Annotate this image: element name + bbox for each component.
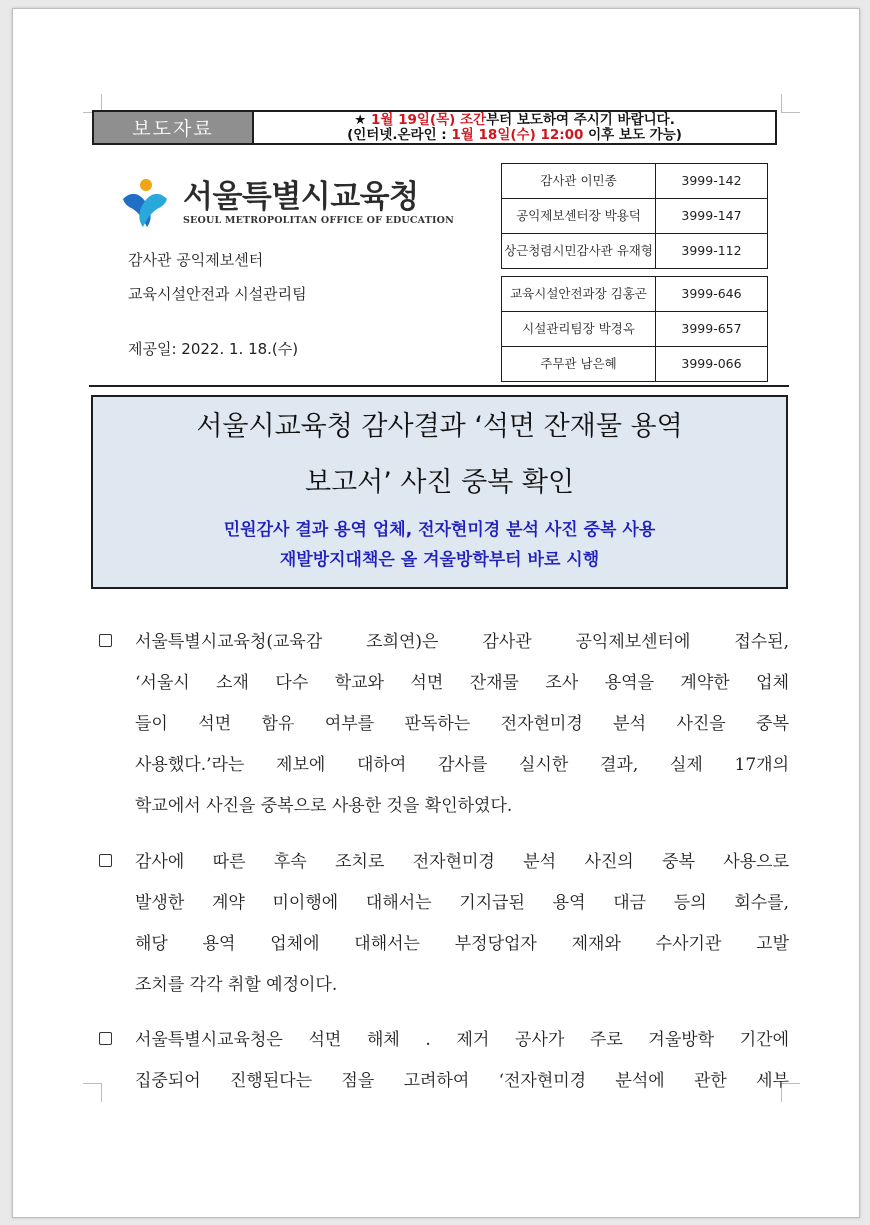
paragraph-line: 사용했다.’라는 제보에 대하여 감사를 실시한 결과, 실제 17개의 [135, 755, 789, 775]
org-name-english: SEOUL METROPOLITAN OFFICE OF EDUCATION [183, 215, 454, 226]
headline-box [91, 395, 788, 589]
paragraph-line: 서울특별시교육청은 석면 해체 . 제거 공사가 주로 겨울방학 기간에 [135, 1030, 789, 1050]
document-page [12, 8, 860, 1218]
table-row: 주무관 남은혜 3999-066 [502, 347, 768, 382]
paragraph-line: 들이 석면 함유 여부를 판독하는 전자현미경 분석 사진을 중복 [135, 714, 789, 734]
bullet-box-icon [99, 634, 112, 647]
divider [89, 385, 789, 387]
embargo-notice [254, 110, 777, 145]
department-1: 감사관 공익제보센터 [128, 251, 264, 269]
headline-subtitle-line-2: 재발방지대책은 올 겨울방학부터 바로 시행 [279, 550, 600, 570]
paragraph-line: 발생한 계약 미이행에 대해서는 기지급된 용역 대금 등의 회수를, [135, 893, 789, 913]
table-row: 감사관 이민종 3999-142 [502, 164, 768, 199]
table-row: 시설관리팀장 박경옥 3999-657 [502, 312, 768, 347]
paragraph-line: 감사에 따른 후속 조치로 전자현미경 분석 사진의 중복 사용으로 [135, 852, 789, 872]
contacts-table-audit [501, 163, 768, 269]
contacts-table-facilities [501, 276, 768, 382]
table-row: 교육시설안전과장 김홍곤 3999-646 [502, 277, 768, 312]
release-date: 제공일: 2022. 1. 18.(수) [128, 340, 299, 358]
paragraph-line: ‘서울시 소재 다수 학교와 석면 잔재물 조사 용역을 계약한 업체 [135, 673, 789, 693]
paragraph-line: 학교에서 사진을 중복으로 사용한 것을 확인하였다. [135, 796, 513, 816]
table-row: 상근청렴시민감사관 유재형 3999-112 [502, 234, 768, 269]
crop-mark [781, 94, 800, 113]
embargo-line-2: (인터넷.온라인 : 1월 18일(수) 12:00 이후 보도 가능) [347, 127, 682, 143]
paragraph-line: 집중되어 진행된다는 점을 고려하여 ‘전자현미경 분석에 관한 세부 [135, 1071, 789, 1091]
org-name: 서울특별시교육청 [183, 179, 419, 215]
crop-mark [83, 1083, 102, 1102]
headline-title-line-1: 서울시교육청 감사결과 ‘석면 잔재물 용역 [196, 411, 683, 442]
department-2: 교육시설안전과 시설관리팀 [128, 285, 307, 303]
table-row: 공익제보센터장 박용덕 3999-147 [502, 199, 768, 234]
paragraph-line: 조치를 각각 취할 예정이다. [135, 975, 338, 995]
seoul-education-logo-icon [117, 177, 173, 233]
embargo-line-1: ★ 1월 19일(목) 조간부터 보도하여 주시기 바랍니다. [354, 112, 675, 128]
press-release-label: 보도자료 [92, 110, 254, 145]
bullet-box-icon [99, 1032, 112, 1045]
bullet-box-icon [99, 854, 112, 867]
headline-title-line-2: 보고서’ 사진 중복 확인 [304, 467, 575, 498]
paragraph-line: 서울특별시교육청(교육감 조희연)은 감사관 공익제보센터에 접수된, [135, 632, 789, 652]
paragraph-line: 해당 용역 업체에 대해서는 부정당업자 제재와 수사기관 고발 [135, 934, 789, 954]
headline-subtitle-line-1: 민원감사 결과 용역 업체, 전자현미경 분석 사진 중복 사용 [223, 520, 656, 540]
